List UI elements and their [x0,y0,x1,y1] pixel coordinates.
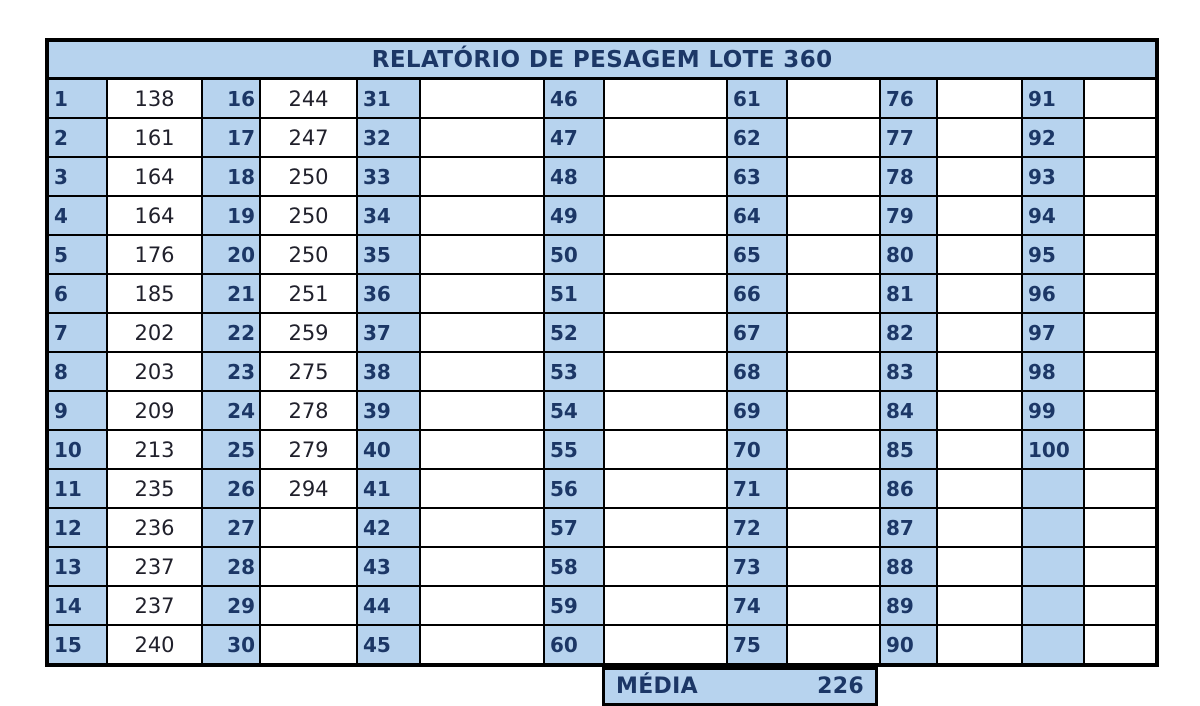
value-cell[interactable] [787,235,880,274]
value-cell[interactable] [787,79,880,119]
value-cell[interactable]: 164 [107,157,202,196]
value-cell[interactable] [787,430,880,469]
index-cell[interactable]: 31 [357,79,420,119]
value-cell[interactable] [1084,118,1157,157]
value-cell[interactable]: 209 [107,391,202,430]
index-cell[interactable]: 19 [202,196,260,235]
index-cell[interactable]: 34 [357,196,420,235]
value-cell[interactable] [420,157,544,196]
value-cell[interactable] [604,586,727,625]
index-cell[interactable]: 79 [880,196,937,235]
index-cell[interactable]: 94 [1022,196,1084,235]
value-cell[interactable] [1084,313,1157,352]
value-cell[interactable] [604,313,727,352]
report-title[interactable]: RELATÓRIO DE PESAGEM LOTE 360 [47,40,1157,79]
table-row [47,547,1157,586]
value-cell[interactable] [787,157,880,196]
title-row [47,40,1157,79]
table-row [47,391,1157,430]
value-cell[interactable]: 250 [260,235,357,274]
index-cell[interactable]: 74 [727,586,787,625]
index-cell[interactable]: 64 [727,196,787,235]
weighing-report-sheet [45,38,1155,706]
value-cell[interactable] [604,196,727,235]
index-cell[interactable]: 45 [357,625,420,665]
value-cell[interactable] [1084,274,1157,313]
index-cell[interactable]: 37 [357,313,420,352]
index-cell[interactable]: 9 [47,391,107,430]
value-cell[interactable] [787,547,880,586]
index-cell[interactable]: 56 [544,469,604,508]
index-cell[interactable]: 63 [727,157,787,196]
value-cell[interactable]: 237 [107,547,202,586]
index-cell[interactable]: 98 [1022,352,1084,391]
index-cell[interactable]: 39 [357,391,420,430]
value-cell[interactable]: 203 [107,352,202,391]
index-cell[interactable]: 88 [880,547,937,586]
index-cell[interactable]: 18 [202,157,260,196]
index-cell[interactable]: 84 [880,391,937,430]
index-cell[interactable]: 55 [544,430,604,469]
value-cell[interactable] [420,313,544,352]
index-cell[interactable]: 99 [1022,391,1084,430]
index-cell[interactable]: 36 [357,274,420,313]
index-cell[interactable]: 58 [544,547,604,586]
value-cell[interactable] [604,79,727,119]
value-cell[interactable] [604,235,727,274]
value-cell[interactable] [420,196,544,235]
index-cell[interactable]: 97 [1022,313,1084,352]
index-cell[interactable]: 83 [880,352,937,391]
index-cell[interactable] [1022,547,1084,586]
index-cell[interactable]: 11 [47,469,107,508]
value-cell[interactable]: 161 [107,118,202,157]
index-cell[interactable]: 40 [357,430,420,469]
value-cell[interactable]: 138 [107,79,202,119]
value-cell[interactable]: 235 [107,469,202,508]
value-cell[interactable]: 251 [260,274,357,313]
index-cell[interactable]: 81 [880,274,937,313]
index-cell[interactable]: 61 [727,79,787,119]
table-row [47,118,1157,157]
value-cell[interactable] [1084,235,1157,274]
value-cell[interactable]: 279 [260,430,357,469]
value-cell[interactable] [604,547,727,586]
index-cell[interactable]: 72 [727,508,787,547]
value-cell[interactable] [260,547,357,586]
index-cell[interactable]: 47 [544,118,604,157]
media-value: 226 [817,674,864,699]
index-cell[interactable]: 91 [1022,79,1084,119]
index-cell[interactable]: 53 [544,352,604,391]
index-cell[interactable]: 89 [880,586,937,625]
value-cell[interactable] [604,157,727,196]
value-cell[interactable] [1084,625,1157,665]
index-cell[interactable]: 16 [202,79,260,119]
value-cell[interactable]: 164 [107,196,202,235]
value-cell[interactable] [1084,352,1157,391]
index-cell[interactable]: 78 [880,157,937,196]
value-cell[interactable]: 176 [107,235,202,274]
index-cell[interactable]: 59 [544,586,604,625]
table-row [47,79,1157,119]
index-cell[interactable]: 87 [880,508,937,547]
index-cell[interactable]: 41 [357,469,420,508]
value-cell[interactable] [260,508,357,547]
value-cell[interactable] [420,391,544,430]
index-cell[interactable]: 76 [880,79,937,119]
value-cell[interactable] [937,274,1022,313]
value-cell[interactable]: 247 [260,118,357,157]
value-cell[interactable] [787,118,880,157]
index-cell[interactable]: 10 [47,430,107,469]
index-cell[interactable]: 25 [202,430,260,469]
value-cell[interactable]: 278 [260,391,357,430]
index-cell[interactable]: 28 [202,547,260,586]
index-cell[interactable]: 44 [357,586,420,625]
value-cell[interactable]: 250 [260,196,357,235]
value-cell[interactable] [937,196,1022,235]
value-cell[interactable] [420,430,544,469]
value-cell[interactable] [420,625,544,665]
index-cell[interactable] [1022,469,1084,508]
value-cell[interactable] [937,313,1022,352]
index-cell[interactable]: 52 [544,313,604,352]
value-cell[interactable] [937,79,1022,119]
value-cell[interactable] [1084,508,1157,547]
index-cell[interactable] [1022,508,1084,547]
index-cell[interactable]: 86 [880,469,937,508]
value-cell[interactable]: 202 [107,313,202,352]
index-cell[interactable]: 5 [47,235,107,274]
index-cell[interactable]: 30 [202,625,260,665]
index-cell[interactable]: 69 [727,391,787,430]
value-cell[interactable] [420,352,544,391]
value-cell[interactable] [1084,430,1157,469]
index-cell[interactable]: 4 [47,196,107,235]
index-cell[interactable]: 54 [544,391,604,430]
index-cell[interactable]: 68 [727,352,787,391]
index-cell[interactable]: 85 [880,430,937,469]
value-cell[interactable] [260,586,357,625]
index-cell[interactable]: 33 [357,157,420,196]
value-cell[interactable] [604,274,727,313]
index-cell[interactable]: 82 [880,313,937,352]
table-row [47,313,1157,352]
index-cell[interactable]: 26 [202,469,260,508]
index-cell[interactable]: 38 [357,352,420,391]
value-cell[interactable] [420,469,544,508]
value-cell[interactable] [937,391,1022,430]
value-cell[interactable] [1084,196,1157,235]
value-cell[interactable] [1084,391,1157,430]
value-cell[interactable] [420,586,544,625]
value-cell[interactable]: 240 [107,625,202,665]
index-cell[interactable]: 62 [727,118,787,157]
index-cell[interactable]: 35 [357,235,420,274]
index-cell[interactable]: 57 [544,508,604,547]
index-cell[interactable] [1022,625,1084,665]
table-row [47,235,1157,274]
value-cell[interactable] [937,352,1022,391]
value-cell[interactable] [604,118,727,157]
report-table [45,38,1159,667]
value-cell[interactable] [787,469,880,508]
index-cell[interactable]: 75 [727,625,787,665]
value-cell[interactable] [937,118,1022,157]
media-row[interactable] [602,667,878,706]
value-cell[interactable] [604,430,727,469]
index-cell[interactable]: 48 [544,157,604,196]
value-cell[interactable] [787,625,880,665]
index-cell[interactable]: 60 [544,625,604,665]
value-cell[interactable] [937,235,1022,274]
value-cell[interactable] [937,586,1022,625]
index-cell[interactable]: 17 [202,118,260,157]
index-cell[interactable]: 95 [1022,235,1084,274]
index-cell[interactable]: 8 [47,352,107,391]
value-cell[interactable] [1084,157,1157,196]
value-cell[interactable] [787,274,880,313]
value-cell[interactable]: 250 [260,157,357,196]
index-cell[interactable]: 27 [202,508,260,547]
value-cell[interactable]: 237 [107,586,202,625]
index-cell[interactable]: 93 [1022,157,1084,196]
index-cell[interactable]: 1 [47,79,107,119]
value-cell[interactable] [937,625,1022,665]
index-cell[interactable]: 100 [1022,430,1084,469]
index-cell[interactable]: 7 [47,313,107,352]
index-cell[interactable]: 65 [727,235,787,274]
index-cell[interactable]: 80 [880,235,937,274]
index-cell[interactable]: 13 [47,547,107,586]
table-row [47,196,1157,235]
index-cell[interactable]: 51 [544,274,604,313]
index-cell[interactable]: 12 [47,508,107,547]
value-cell[interactable] [1084,547,1157,586]
value-cell[interactable] [260,625,357,665]
index-cell[interactable]: 20 [202,235,260,274]
table-row [47,274,1157,313]
value-cell[interactable]: 236 [107,508,202,547]
value-cell[interactable] [787,313,880,352]
index-cell[interactable]: 29 [202,586,260,625]
value-cell[interactable] [420,274,544,313]
index-cell[interactable]: 71 [727,469,787,508]
value-cell[interactable] [937,469,1022,508]
index-cell[interactable]: 15 [47,625,107,665]
index-cell[interactable]: 6 [47,274,107,313]
index-cell[interactable]: 2 [47,118,107,157]
value-cell[interactable]: 244 [260,79,357,119]
index-cell[interactable]: 46 [544,79,604,119]
index-cell[interactable]: 77 [880,118,937,157]
value-cell[interactable] [604,352,727,391]
media-label: MÉDIA [616,674,698,699]
value-cell[interactable] [787,586,880,625]
table-row [47,469,1157,508]
table-row [47,625,1157,665]
index-cell[interactable]: 24 [202,391,260,430]
value-cell[interactable] [937,157,1022,196]
table-row [47,157,1157,196]
value-cell[interactable] [787,391,880,430]
value-cell[interactable] [604,391,727,430]
index-cell[interactable]: 73 [727,547,787,586]
value-cell[interactable] [1084,586,1157,625]
index-cell[interactable]: 96 [1022,274,1084,313]
index-cell[interactable]: 21 [202,274,260,313]
value-cell[interactable] [787,508,880,547]
index-cell[interactable]: 42 [357,508,420,547]
value-cell[interactable] [420,547,544,586]
value-cell[interactable] [787,196,880,235]
index-cell[interactable]: 92 [1022,118,1084,157]
value-cell[interactable]: 185 [107,274,202,313]
report-table-body [47,40,1157,665]
value-cell[interactable] [420,79,544,119]
value-cell[interactable] [937,547,1022,586]
index-cell[interactable]: 49 [544,196,604,235]
index-cell[interactable]: 14 [47,586,107,625]
index-cell[interactable]: 90 [880,625,937,665]
value-cell[interactable] [937,430,1022,469]
index-cell[interactable]: 3 [47,157,107,196]
value-cell[interactable] [1084,469,1157,508]
index-cell[interactable]: 70 [727,430,787,469]
table-row [47,430,1157,469]
value-cell[interactable] [604,469,727,508]
index-cell[interactable]: 22 [202,313,260,352]
value-cell[interactable] [787,352,880,391]
value-cell[interactable] [420,118,544,157]
table-row [47,508,1157,547]
table-row [47,352,1157,391]
value-cell[interactable] [604,625,727,665]
value-cell[interactable]: 275 [260,352,357,391]
index-cell[interactable]: 67 [727,313,787,352]
value-cell[interactable]: 213 [107,430,202,469]
index-cell[interactable]: 66 [727,274,787,313]
value-cell[interactable] [420,508,544,547]
index-cell[interactable]: 50 [544,235,604,274]
value-cell[interactable] [420,235,544,274]
table-row [47,586,1157,625]
index-cell[interactable]: 32 [357,118,420,157]
value-cell[interactable] [937,508,1022,547]
value-cell[interactable] [604,508,727,547]
value-cell[interactable]: 294 [260,469,357,508]
index-cell[interactable] [1022,586,1084,625]
value-cell[interactable] [1084,79,1157,119]
index-cell[interactable]: 23 [202,352,260,391]
index-cell[interactable]: 43 [357,547,420,586]
value-cell[interactable]: 259 [260,313,357,352]
